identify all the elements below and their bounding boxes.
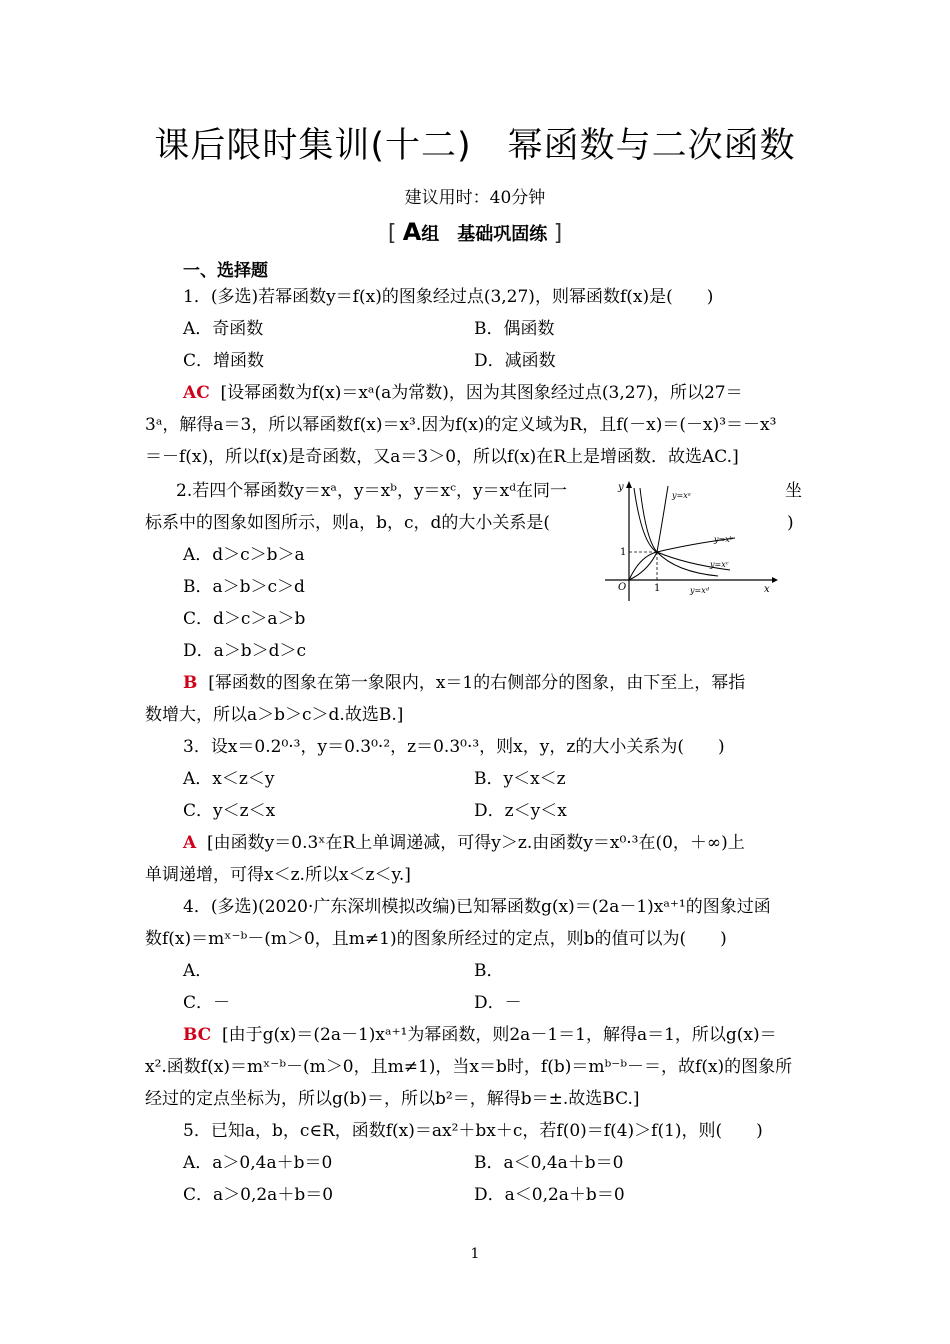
curve-c	[634, 488, 730, 570]
q2-option-b: B．a＞b＞c＞d	[183, 577, 305, 597]
q2-stem-line2-end: )	[787, 513, 794, 533]
q4-solution-line1: BC [由于g(x)＝(2a－1)xᵃ⁺¹为幂函数，则2a－1＝1，解得a＝1，所以g(x)＝	[183, 1025, 777, 1045]
curve-d-label: y=xᵈ	[690, 586, 709, 595]
q3-option-d: D．z＜y＜x	[474, 801, 567, 821]
curve-d	[640, 488, 718, 576]
x-axis-arrow-icon	[772, 577, 778, 583]
q1-option-b: B．偶函数	[474, 319, 555, 339]
title-left: 课后限时集训(十二)	[154, 126, 472, 166]
q4-answer: BC	[183, 1025, 212, 1045]
q4-option-d: D．－	[474, 993, 522, 1013]
origin-label: O	[618, 582, 627, 593]
x-tick-1: 1	[654, 583, 661, 594]
q2-solution-line2: 数增大，所以a＞b＞c＞d.故选B.]	[145, 705, 404, 725]
curve-b-label: y=xᵇ	[714, 535, 733, 544]
q2-option-a: A．d＞c＞b＞a	[183, 545, 305, 565]
q4-option-a: A．	[183, 961, 213, 981]
page-number: 1	[470, 1246, 480, 1262]
y-axis-label: y	[618, 482, 624, 493]
q3-option-c: C．y＜z＜x	[183, 801, 276, 821]
q2-stem-line1: 2.若四个幂函数y＝xᵃ，y＝xᵇ，y＝xᶜ，y＝xᵈ在同一	[176, 481, 568, 501]
group-letter: A	[402, 218, 422, 246]
q3-stem: 3．设x＝0.2⁰·³，y＝0.3⁰·²，z＝0.3⁰·³，则x，y，z的大小关系为( )	[183, 737, 725, 757]
q2-option-c: C．d＞c＞a＞b	[183, 609, 306, 629]
q3-option-a: A．x＜z＜y	[183, 769, 275, 789]
q4-stem-line1: 4．(多选)(2020·广东深圳模拟改编)已知幂函数g(x)＝(2a－1)xᵃ⁺¹的图象过函	[183, 897, 771, 917]
q1-option-d: D．减函数	[474, 351, 556, 371]
q4-option-c: C．－	[183, 993, 231, 1013]
q5-stem: 5．已知a，b，c∈R，函数f(x)＝ax²＋bx＋c，若f(0)＝f(4)＞f(1)，则( )	[183, 1121, 763, 1141]
title-right: 幂函数与二次函数	[507, 126, 796, 166]
q1-stem: 1．(多选)若幂函数y＝f(x)的图象经过点(3,27)，则幂函数f(x)是( )	[183, 287, 714, 307]
q2-option-d: D．a＞b＞d＞c	[183, 641, 307, 661]
q3-answer: A	[183, 833, 197, 853]
q2-answer: B	[183, 673, 198, 693]
y-axis-arrow-icon	[626, 481, 632, 488]
q1-solution-line2: 3ᵃ，解得a＝3，所以幂函数f(x)＝x³.因为f(x)的定义域为R，且f(－x)＝(－x)³＝－x³	[145, 415, 777, 435]
q1-option-c: C．增函数	[183, 351, 265, 371]
q2-stem-line1-end: 坐	[785, 481, 802, 501]
q3-solution-line1: A [由函数y＝0.3ˣ在R上单调递减，可得y＞z.由函数y＝x⁰·³在(0，＋∞)上	[183, 833, 745, 853]
q4-stem-line2: 数f(x)＝mˣ⁻ᵇ－(m＞0，且m≠1)的图象所经过的定点，则b的值可以为( )	[145, 929, 727, 949]
q5-option-a: A．a＞0,4a＋b＝0	[183, 1153, 333, 1173]
section-heading: 一、选择题	[183, 261, 268, 281]
q1-answer: AC	[183, 383, 210, 403]
group-label: 组 基础巩固练	[421, 224, 548, 245]
q1-option-a: A．奇函数	[183, 319, 264, 339]
q4-solution-line3: 经过的定点坐标为，所以g(b)＝，所以b²＝，解得b＝±.故选BC.]	[145, 1089, 640, 1109]
x-axis-label: x	[764, 584, 770, 595]
q5-option-c: C．a＞0,2a＋b＝0	[183, 1185, 334, 1205]
q1-solution-line3: ＝－f(x)，所以f(x)是奇函数，又a＝3＞0，所以f(x)在R上是增函数．故选AC.]	[145, 447, 739, 467]
q4-solution-line2: x².函数f(x)＝mˣ⁻ᵇ－(m＞0，且m≠1)，当x＝b时，f(b)＝mᵇ⁻ᵇ－＝，故f(x)的图象所	[145, 1057, 793, 1077]
q5-option-b: B．a＜0,4a＋b＝0	[474, 1153, 624, 1173]
time-suggestion: 建议用时：40分钟	[404, 188, 546, 208]
group-heading: [ A组 基础巩固练 ]	[387, 218, 563, 246]
curve-c-label: y=xᶜ	[710, 560, 729, 569]
q2-stem-line2: 标系中的图象如图所示，则a，b，c，d的大小关系是(	[145, 513, 551, 533]
q3-option-b: B．y＜x＜z	[474, 769, 566, 789]
power-function-graph	[600, 476, 780, 606]
q3-solution-line2: 单调递增，可得x＜z.所以x＜z＜y.]	[145, 865, 411, 885]
q1-solution-line1: AC [设幂函数为f(x)＝xᵃ(a为常数)，因为其图象经过点(3,27)，所以27＝	[183, 383, 743, 403]
page-title	[0, 118, 950, 168]
curve-a-label: y=xᵃ	[672, 491, 691, 500]
q5-option-d: D．a＜0,2a＋b＝0	[474, 1185, 625, 1205]
curve-b	[629, 538, 735, 580]
q2-solution-line1: B [幂函数的图象在第一象限内，x＝1的右侧部分的图象，由下至上，幂指	[183, 673, 746, 693]
y-tick-1: 1	[620, 547, 627, 558]
q4-option-b: B．	[474, 961, 504, 981]
